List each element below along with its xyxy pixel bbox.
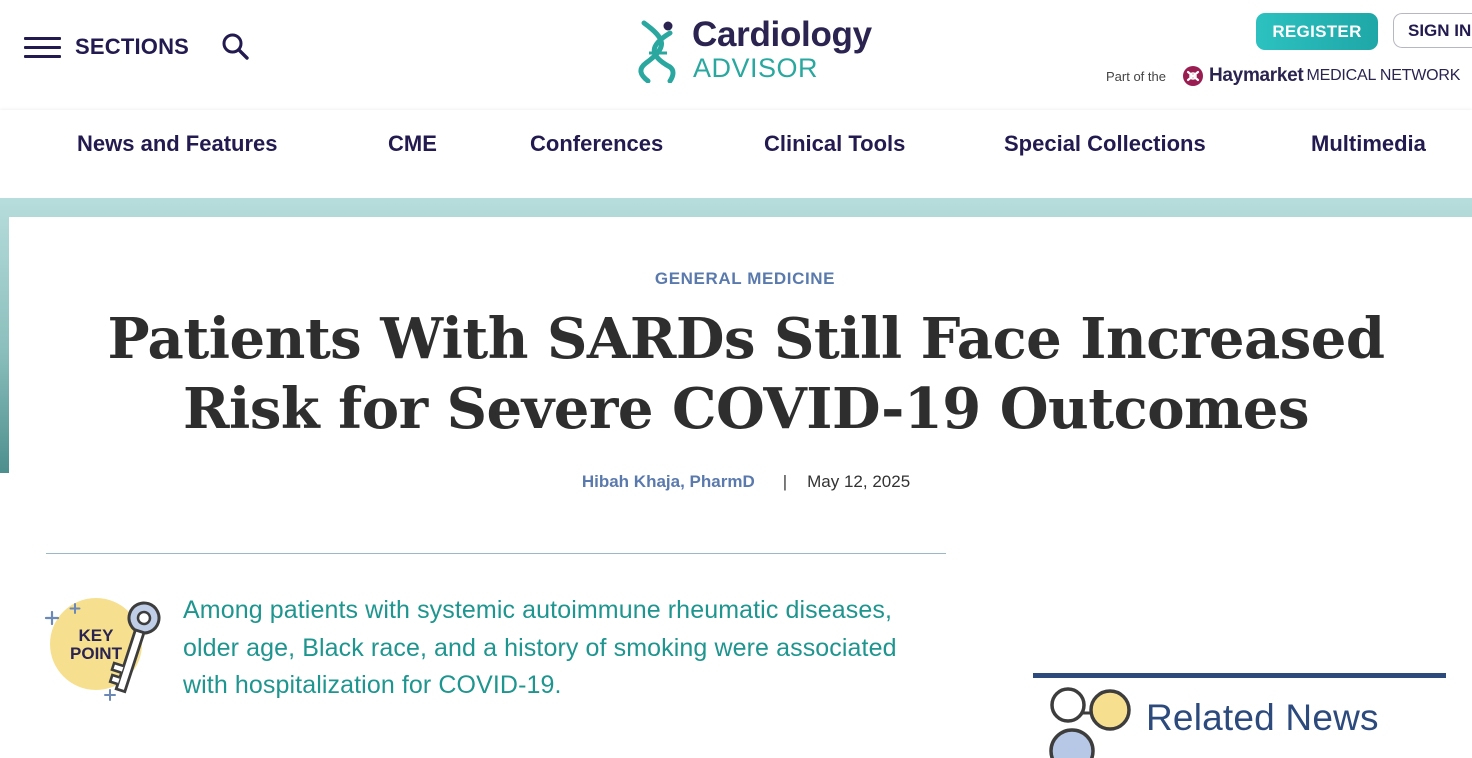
search-icon[interactable] bbox=[220, 31, 252, 63]
sign-in-button[interactable]: SIGN IN bbox=[1393, 13, 1472, 48]
key-point-badge-line2: POINT bbox=[70, 644, 122, 663]
hamburger-icon[interactable] bbox=[24, 34, 61, 60]
logo-subtitle: ADVISOR bbox=[693, 53, 819, 83]
site-header bbox=[0, 0, 1472, 110]
byline-separator: | bbox=[782, 472, 788, 491]
molecule-icon bbox=[1044, 683, 1136, 758]
article-title: Patients With SARDs Still Face Increased Risk for Severe COVID-19 Outcomes bbox=[107, 306, 1385, 442]
site-logo[interactable] bbox=[636, 15, 896, 87]
sections-label[interactable]: SECTIONS bbox=[75, 34, 190, 59]
dna-helix-icon bbox=[636, 19, 680, 83]
nav-item-clinical-tools[interactable]: Clinical Tools bbox=[764, 131, 906, 156]
nav-item-news-and-features[interactable]: News and Features bbox=[77, 131, 278, 156]
logo-title: Cardiology bbox=[692, 15, 872, 54]
sections-menu-button[interactable] bbox=[24, 34, 189, 60]
main-navigation bbox=[0, 110, 1472, 198]
publish-date: May 12, 2025 bbox=[807, 472, 911, 491]
author-link[interactable]: Hibah Khaja, PharmD bbox=[581, 472, 755, 491]
key-point-badge-line1: KEY bbox=[78, 626, 114, 645]
network-badge[interactable] bbox=[1106, 64, 1460, 88]
network-suffix: MEDICAL NETWORK bbox=[1306, 67, 1461, 84]
divider bbox=[46, 553, 946, 554]
related-news-rule bbox=[1033, 673, 1446, 678]
nav-item-conferences[interactable]: Conferences bbox=[530, 131, 664, 156]
haymarket-logo-icon bbox=[1182, 65, 1204, 87]
part-of-label: Part of the bbox=[1106, 68, 1166, 84]
article-category[interactable]: GENERAL MEDICINE bbox=[654, 269, 836, 288]
nav-item-cme[interactable]: CME bbox=[388, 131, 437, 156]
related-news-title: Related News bbox=[1146, 697, 1379, 738]
key-point-text: Among patients with systemic autoimmune rheumatic diseases, older age, Black race, and a history of smoking were associated with hospitalization for COVID-19. bbox=[183, 596, 897, 699]
register-button[interactable]: REGISTER bbox=[1256, 13, 1378, 50]
nav-item-special-collections[interactable]: Special Collections bbox=[1004, 131, 1206, 156]
network-name: Haymarket bbox=[1208, 65, 1304, 86]
byline bbox=[0, 472, 1472, 492]
nav-item-multimedia[interactable]: Multimedia bbox=[1311, 131, 1426, 156]
key-icon bbox=[44, 596, 176, 706]
